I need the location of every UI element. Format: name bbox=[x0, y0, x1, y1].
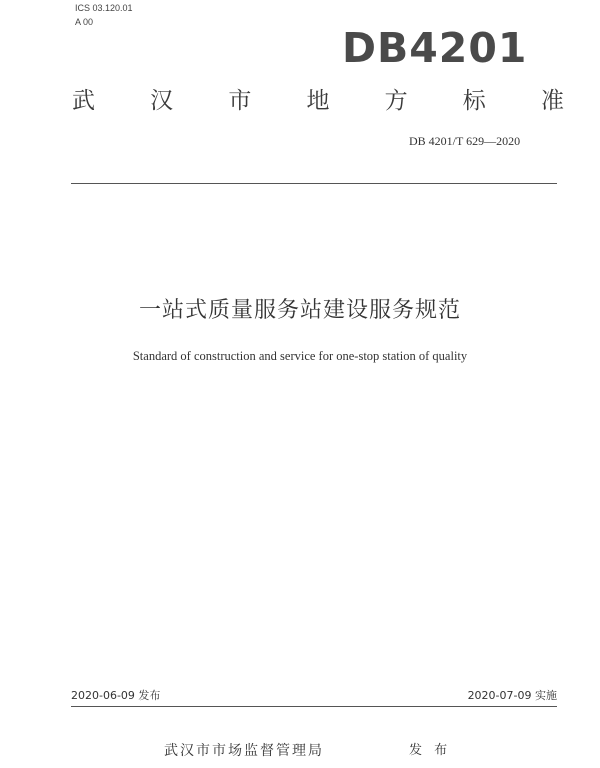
standard-type-char: 准 bbox=[540, 88, 564, 114]
ics-code: ICS 03.120.01 bbox=[75, 3, 133, 13]
standard-logo: DB4201 bbox=[342, 24, 528, 72]
standard-type-char: 方 bbox=[384, 88, 408, 114]
implementation-date: 2020-07-09 实施 bbox=[467, 689, 557, 702]
standard-type-heading bbox=[72, 86, 564, 116]
issue-date: 2020-06-09 发布 bbox=[71, 689, 161, 702]
standard-type-char: 武 bbox=[72, 88, 95, 114]
publish-label: 发 布 bbox=[409, 743, 452, 758]
standard-type-char: 标 bbox=[462, 88, 486, 114]
ccs-code: A 00 bbox=[75, 17, 94, 27]
standard-type-char: 地 bbox=[306, 88, 330, 114]
standard-type-char: 汉 bbox=[150, 88, 174, 114]
document-title-chinese: 一站式质量服务站建设服务规范 bbox=[138, 298, 461, 323]
bottom-divider bbox=[71, 706, 557, 707]
standard-number: DB 4201/T 629—2020 bbox=[409, 134, 521, 148]
top-divider bbox=[71, 183, 557, 184]
issuing-authority: 武汉市市场监督管理局 bbox=[164, 743, 324, 759]
standard-type-char: 市 bbox=[228, 88, 252, 114]
document-title-english: Standard of construction and service for one-stop station of quality bbox=[132, 349, 468, 363]
